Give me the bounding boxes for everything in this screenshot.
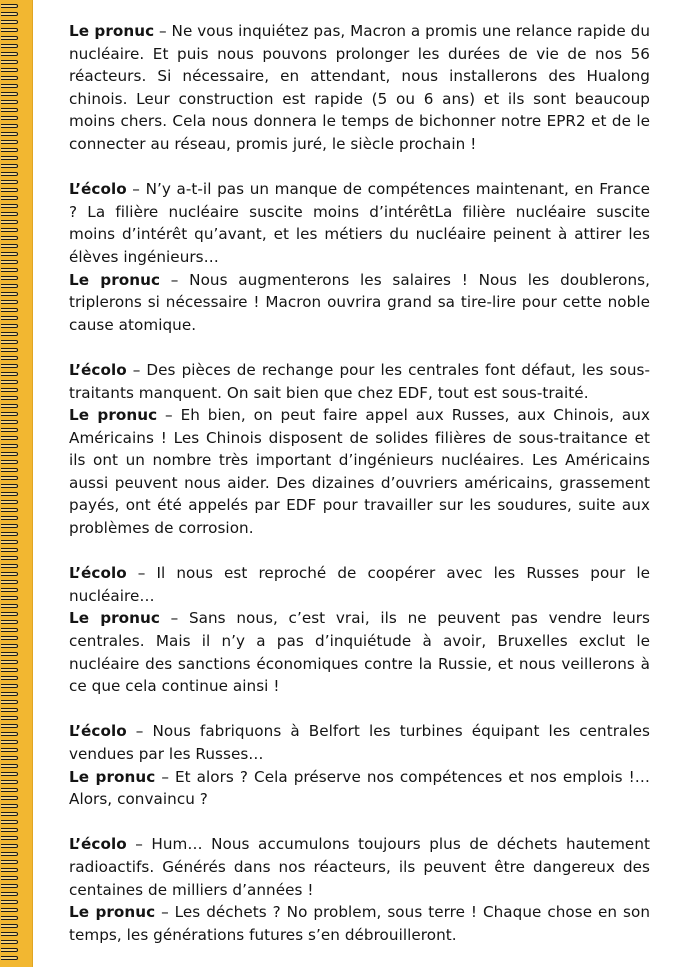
binding-ring-icon xyxy=(1,852,18,856)
binding-ring-icon xyxy=(1,908,18,912)
binding-ring-icon xyxy=(1,228,18,232)
binding-ring-icon xyxy=(1,132,18,136)
speech-text: – Nous fabriquons à Belfort les turbines équipant les centrales vendues par les Russes… xyxy=(69,722,650,763)
speech-text: – Et alors ? Cela préserve nos compétences et nos emplois !… Alors, convaincu ? xyxy=(69,767,651,809)
binding-ring-icon xyxy=(1,564,18,568)
binding-ring-icon xyxy=(1,668,18,672)
binding-ring-icon xyxy=(1,644,18,648)
binding-ring-icon xyxy=(1,260,18,264)
binding-ring-icon xyxy=(1,372,18,376)
binding-ring-icon xyxy=(1,244,18,248)
binding-ring-icon xyxy=(1,436,18,440)
binding-ring-icon xyxy=(1,756,18,760)
dialogue-turn xyxy=(69,901,650,946)
binding-ring-icon xyxy=(1,772,18,776)
binding-ring-icon xyxy=(1,156,18,160)
binding-ring-icon xyxy=(1,76,18,80)
binding-ring-icon xyxy=(1,700,18,704)
binding-ring-icon xyxy=(1,108,18,112)
binding-ring-icon xyxy=(1,84,18,88)
binding-ring-icon xyxy=(1,308,18,312)
binding-ring-icon xyxy=(1,948,18,952)
binding-ring-icon xyxy=(1,212,18,216)
binding-ring-icon xyxy=(1,476,18,480)
binding-ring-icon xyxy=(1,532,18,536)
binding-ring-icon xyxy=(1,828,18,832)
binding-ring-icon xyxy=(1,364,18,368)
binding-ring-icon xyxy=(1,300,18,304)
binding-ring-icon xyxy=(1,540,18,544)
binding-ring-icon xyxy=(1,292,18,296)
binding-ring-icon xyxy=(1,916,18,920)
speaker-name: L’écolo xyxy=(69,722,127,741)
speaker-name: L’écolo xyxy=(69,360,127,379)
binding-ring-icon xyxy=(1,36,18,40)
dialogue-turn xyxy=(69,562,650,607)
speech-text: – Nous augmenterons les salaires ! Nous les doublerons, triplerons si nécessaire ! Macron ouvrira grand sa tire-lire pour cette noble cause atomique. xyxy=(69,270,650,334)
binding-ring-icon xyxy=(1,932,18,936)
binding-ring-icon xyxy=(1,284,18,288)
binding-ring-icon xyxy=(1,412,18,416)
binding-ring-icon xyxy=(1,508,18,512)
binding-ring-icon xyxy=(1,444,18,448)
binding-ring-icon xyxy=(1,28,18,32)
binding-ring-icon xyxy=(1,468,18,472)
binding-ring-icon xyxy=(1,548,18,552)
dialogue-turn xyxy=(69,404,650,540)
dialogue-turn xyxy=(69,607,650,697)
binding-ring-icon xyxy=(1,428,18,432)
binding-ring-icon xyxy=(1,388,18,392)
binding-ring-icon xyxy=(1,276,18,280)
binding-ring-icon xyxy=(1,868,18,872)
binding-ring-icon xyxy=(1,348,18,352)
binding-ring-icon xyxy=(1,524,18,528)
binding-ring-icon xyxy=(1,724,18,728)
binding-ring-icon xyxy=(1,812,18,816)
binding-ring-icon xyxy=(1,924,18,928)
binding-ring-icon xyxy=(1,676,18,680)
binding-ring-icon xyxy=(1,52,18,56)
speech-text: – Hum… Nous accumulons toujours plus de déchets hautement radioactifs. Générés dans nos réacteurs, ils peuvent être dangereux des centaines de milliers d’années ! xyxy=(69,835,650,899)
binding-ring-icon xyxy=(1,620,18,624)
speaker-name: Le pronuc xyxy=(69,903,156,922)
binding-ring-icon xyxy=(1,780,18,784)
binding-ring-icon xyxy=(1,68,18,72)
binding-ring-icon xyxy=(1,844,18,848)
binding-ring-icon xyxy=(1,660,18,664)
binding-ring-icon xyxy=(1,332,18,336)
binding-ring-icon xyxy=(1,684,18,688)
binding-ring-icon xyxy=(1,172,18,176)
binding-ring-icon xyxy=(1,452,18,456)
binding-ring-icon xyxy=(1,44,18,48)
speaker-name: L’écolo xyxy=(69,564,127,583)
binding-ring-icon xyxy=(1,252,18,256)
binding-ring-icon xyxy=(1,60,18,64)
dialogue-turn xyxy=(69,20,650,156)
binding-ring-icon xyxy=(1,4,18,8)
binding-ring-icon xyxy=(1,316,18,320)
binding-ring-icon xyxy=(1,884,18,888)
binding-ring-icon xyxy=(1,892,18,896)
binding-ring-icon xyxy=(1,500,18,504)
binding-ring-icon xyxy=(1,572,18,576)
binding-ring-icon xyxy=(1,708,18,712)
binding-ring-icon xyxy=(1,716,18,720)
dialogue-turn xyxy=(69,269,650,337)
binding-ring-icon xyxy=(1,188,18,192)
speaker-name: Le pronuc xyxy=(69,406,158,425)
speech-text: – Eh bien, on peut faire appel aux Russes, aux Chinois, aux Américains ! Les Chinois disposent de solides filières de sous-traitance et ils ont un nombre très important d’ingénieurs nucléaires. Les Américains aussi peuvent nous aider. Des dizaines d’ouvriers américains, grassement payés, ont été appelés par EDF pour travailler sur les soudures, suite aux problèmes de corrosion. xyxy=(69,406,650,538)
binding-ring-icon xyxy=(1,460,18,464)
speech-text: – N’y a-t-il pas un manque de compétences maintenant, en France ? La filière nucléaire suscite moins d’intérêtLa filière nucléaire suscite moins d’intérêt qu’avant, et les métiers du nucléaire peinent à attirer les élèves ingénieurs… xyxy=(69,180,650,266)
dialogue-turn xyxy=(69,766,650,811)
binding-ring-icon xyxy=(1,556,18,560)
binding-ring-icon xyxy=(1,180,18,184)
binding-ring-icon xyxy=(1,404,18,408)
binding-ring-icon xyxy=(1,732,18,736)
binding-ring-icon xyxy=(1,140,18,144)
dialogue-text xyxy=(69,20,650,946)
binding-ring-icon xyxy=(1,588,18,592)
speech-text: – Des pièces de rechange pour les centrales font défaut, les sous-traitants manquent. On sait bien que chez EDF, tout est sous-traité. xyxy=(69,360,650,402)
dialogue-turn xyxy=(69,720,650,765)
binding-ring-icon xyxy=(1,492,18,496)
binding-ring-icon xyxy=(1,580,18,584)
speech-text: – Ne vous inquiétez pas, Macron a promis une relance rapide du nucléaire. Et puis nous pouvons prolonger les durées de vie de nos 56 réacteurs. Si nécessaire, en attendant, nous installerons des Hualong chinois. Leur construction est rapide (5 ou 6 ans) et ils sont beaucoup moins chers. Cela nous donnera le temps de bichonner notre EPR2 et de le connecter au réseau, promis juré, le siècle prochain ! xyxy=(69,22,650,153)
speaker-name: L’écolo xyxy=(69,180,127,199)
binding-ring-icon xyxy=(1,380,18,384)
speech-text: – Il nous est reproché de coopérer avec les Russes pour le nucléaire… xyxy=(69,564,650,605)
binding-ring-icon xyxy=(1,516,18,520)
binding-ring-icon xyxy=(1,740,18,744)
binding-ring-icon xyxy=(1,836,18,840)
binding-ring-icon xyxy=(1,596,18,600)
binding-ring-icon xyxy=(1,148,18,152)
spiral-binding xyxy=(0,0,33,967)
speaker-name: Le pronuc xyxy=(69,22,155,40)
speaker-name: Le pronuc xyxy=(69,270,161,289)
speech-text: – Les déchets ? No problem, sous terre ! Chaque chose en son temps, les générations futures s’en débrouilleront. xyxy=(69,903,650,944)
binding-ring-icon xyxy=(1,196,18,200)
speaker-name: Le pronuc xyxy=(69,609,160,628)
speaker-name: Le pronuc xyxy=(69,767,156,786)
binding-ring-icon xyxy=(1,956,18,960)
binding-ring-icon xyxy=(1,604,18,608)
binding-ring-icon xyxy=(1,692,18,696)
binding-ring-icon xyxy=(1,324,18,328)
binding-ring-icon xyxy=(1,20,18,24)
dialogue-turn xyxy=(69,359,650,404)
binding-ring-icon xyxy=(1,876,18,880)
binding-ring-icon xyxy=(1,204,18,208)
binding-ring-icon xyxy=(1,420,18,424)
binding-ring-icon xyxy=(1,652,18,656)
binding-ring-icon xyxy=(1,804,18,808)
speaker-name: L’écolo xyxy=(69,835,127,854)
binding-ring-icon xyxy=(1,220,18,224)
binding-ring-icon xyxy=(1,612,18,616)
binding-ring-icon xyxy=(1,636,18,640)
binding-ring-icon xyxy=(1,268,18,272)
binding-ring-icon xyxy=(1,340,18,344)
binding-ring-icon xyxy=(1,940,18,944)
binding-ring-icon xyxy=(1,356,18,360)
binding-ring-icon xyxy=(1,236,18,240)
dialogue-turn xyxy=(69,178,650,268)
binding-ring-icon xyxy=(1,900,18,904)
binding-ring-icon xyxy=(1,100,18,104)
binding-ring-icon xyxy=(1,124,18,128)
binding-ring-icon xyxy=(1,116,18,120)
dialogue-turn xyxy=(69,833,650,901)
binding-ring-icon xyxy=(1,796,18,800)
binding-ring-icon xyxy=(1,764,18,768)
binding-ring-icon xyxy=(1,164,18,168)
binding-ring-icon xyxy=(1,396,18,400)
speech-text: – Sans nous, c’est vrai, ils ne peuvent pas vendre leurs centrales. Mais il n’y a pas d’inquiétude à avoir, Bruxelles exclut le nucléaire des sanctions économiques contre la Russie, et nous veillerons à ce que cela continue ainsi ! xyxy=(69,609,650,696)
binding-ring-icon xyxy=(1,12,18,16)
binding-ring-icon xyxy=(1,788,18,792)
binding-ring-icon xyxy=(1,628,18,632)
binding-ring-icon xyxy=(1,92,18,96)
binding-ring-icon xyxy=(1,484,18,488)
binding-ring-icon xyxy=(1,748,18,752)
binding-ring-icon xyxy=(1,820,18,824)
binding-ring-icon xyxy=(1,860,18,864)
